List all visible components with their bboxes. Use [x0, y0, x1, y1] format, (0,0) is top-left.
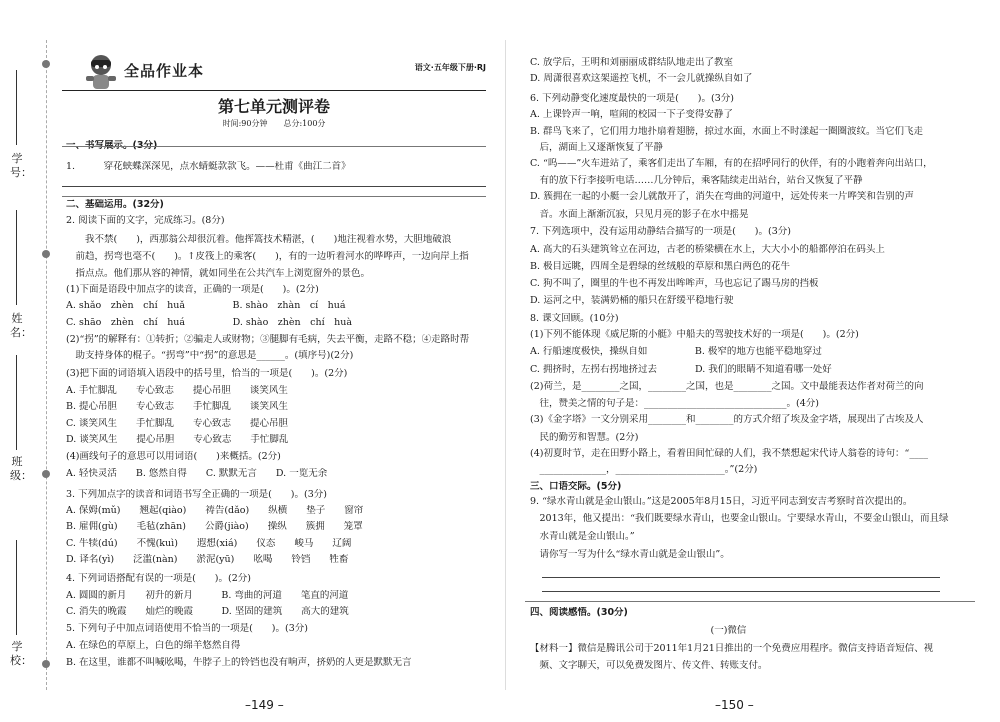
- question-line: 往，赞美之情的句子是：______________________________。(4分): [530, 398, 819, 409]
- question-line: D. 簇拥在一起的小艇一会儿就散开了，消失在弯曲的河道中，远处传来一片哗笑和告别的声: [530, 191, 914, 202]
- fold-line: [46, 40, 47, 690]
- section-heading: 三、口语交际。(5分): [530, 481, 622, 492]
- binding-hole: [42, 470, 50, 478]
- header-rule: [62, 90, 486, 91]
- question-line: 音。水面上渐渐沉寂，只见月亮的影子在水中摇晃: [530, 209, 749, 220]
- writing-line: [62, 186, 486, 187]
- question-line: 【材料一】微信是腾讯公司于2011年1月21日推出的一个免费应用程序。微信支持语音短信、视: [530, 643, 934, 654]
- question-line: 8. 课文回顾。(10分): [530, 313, 619, 324]
- question-line: (2)“拐”的解释有：①转折；②骗走人或财物；③腿脚有毛病，失去平衡，走路不稳；④走路时帮: [66, 334, 470, 345]
- student-id-line: [16, 70, 18, 145]
- question-line: C. shāo zhèn chí huá D. shào zhèn chí huà: [66, 317, 353, 328]
- question-line: 7. 下列选项中，没有运用动静结合描写的一项是( )。(3分): [530, 226, 791, 237]
- question-line: A. 行船速度极快，操纵自如 B. 极窄的地方也能平稳地穿过: [530, 346, 822, 357]
- section-rule: [62, 196, 486, 197]
- question-line: D. 译名(yì) 泛滥(nàn) 淤泥(yū) 吆喝 铃铛 牲畜: [66, 554, 349, 565]
- question-line: D. 运河之中，装满奶桶的船只在舒缓平稳地行驶: [530, 295, 734, 306]
- question-line: C. 消失的晚霞 灿烂的晚霞 D. 坚固的建筑 高大的建筑: [66, 606, 349, 617]
- question-line: 2. 阅读下面的文字，完成练习。(8分): [66, 215, 225, 226]
- mascot-logo: [82, 52, 120, 92]
- question-line: B. 提心吊胆 专心致志 手忙脚乱 谈笑风生: [66, 401, 289, 412]
- binding-hole: [42, 250, 50, 258]
- question-line: 频、文字聊天，可以免费发图片、传文件、转账支付。: [530, 660, 768, 671]
- question-line: 前趋，拐弯也毫不( )。↑皮筏上的乘客( )，有的一边听着河水的哗哗声，一边向岸上指: [66, 251, 469, 262]
- page-header: [62, 52, 486, 94]
- page-number-left: –149 –: [245, 698, 284, 712]
- question-line: C. 谈笑风生 手忙脚乱 专心致志 提心吊胆: [66, 418, 288, 429]
- question-line: 2013年，他又提出：“我们既要绿水青山，也要金山银山。宁要绿水青山，不要金山银山，而且绿: [530, 513, 949, 524]
- question-line: C. 狗不叫了，圈里的牛也不再发出哞哞声，马也忘记了踢马房的挡板: [530, 278, 819, 289]
- edition-label: 语文·五年级下册·RJ: [414, 63, 486, 72]
- section-heading: 二、基础运用。(32分): [66, 199, 164, 210]
- question-line: (2)荷兰，是________之国，________之国，也是________之国。文中最能表达作者对荷兰的向: [530, 381, 924, 392]
- school-label: 学校：: [10, 640, 32, 667]
- question-line: 9. “绿水青山就是金山银山。”这是2005年8月15日，习近平同志到安吉考察时首次提出的。: [530, 496, 913, 507]
- question-line: A. 保姆(mǔ) 翘起(qiào) 祷告(dǎo) 纵横 垫子 窗帘: [66, 505, 364, 516]
- question-line: 水青山就是金山银山。”: [530, 531, 635, 542]
- name-label: 姓名：: [10, 312, 32, 339]
- question-line: (3)《金字塔》一文分别采用________和________的方式介绍了埃及金字塔，展现出了古埃及人: [530, 414, 924, 425]
- school-line: [16, 540, 18, 635]
- binding-hole: [42, 60, 50, 68]
- question-line: (1)下面是语段中加点字的读音，正确的一项是( )。(2分): [66, 284, 319, 295]
- question-line: D. 周潇很喜欢这架遥控飞机，不一会儿就操纵自如了: [530, 73, 753, 84]
- question-line: 1. 穿花蛱蝶深深见，点水蜻蜓款款飞。——杜甫《曲江二首》: [66, 161, 351, 172]
- section-heading: 四、阅读感悟。(30分): [530, 607, 628, 618]
- question-line: ______________，_______________________。”(2分): [530, 464, 758, 475]
- question-line: 民的勤劳和智慧。(2分): [530, 432, 639, 443]
- question-line: 5. 下列句子中加点词语使用不恰当的一项是( )。(3分): [66, 623, 308, 634]
- question-line: 6. 下列动静变化速度最快的一项是( )。(3分): [530, 93, 734, 104]
- question-line: B. 极目远眺，四周全是碧绿的丝绒般的草原和黑白两色的花牛: [530, 261, 791, 272]
- question-line: B. 雇佣(gù) 毛毡(zhān) 公爵(jiào) 操纵 簇拥 笼罩: [66, 521, 363, 532]
- question-line: A. 轻快灵活 B. 悠然自得 C. 默默无言 D. 一览无余: [66, 468, 328, 479]
- question-line: 我不禁( )，西那翁公却很沉着。他挥篙技术精湛，( )地注视着水势，大胆地破浪: [66, 234, 452, 245]
- section-rule: [62, 146, 486, 147]
- page-number-right: –150 –: [715, 698, 754, 712]
- question-line: 3. 下列加点字的读音和词语书写全正确的一项是( )。(3分): [66, 489, 327, 500]
- question-line: (4)画线句子的意思可以用词语( )来概括。(2分): [66, 451, 281, 462]
- brand-name: 全品作业本: [124, 62, 205, 80]
- question-line: 请你写一写为什么“绿水青山就是金山银山”。: [530, 549, 730, 560]
- question-line: 4. 下列词语搭配有误的一项是( )。(2分): [66, 573, 251, 584]
- question-line: 助支持身体的棍子。“拐弯”中“拐”的意思是______。(填序号)(2分): [66, 350, 354, 361]
- question-line: B. 在这里，谁都不叫喊吆喝，牛脖子上的铃铛也没有响声，挤奶的人更是默默无言: [66, 657, 412, 668]
- exam-subtitle: 时间:90分钟 总分:100分: [222, 119, 326, 128]
- question-line: (1)下列不能体现《威尼斯的小艇》中船夫的驾驶技术好的一项是( )。(2分): [530, 329, 859, 340]
- question-line: D. 谈笑风生 提心吊胆 专心致志 手忙脚乱: [66, 434, 289, 445]
- question-line: C. 牛犊(dú) 不愧(kuì) 遐想(xiá) 仪态 峻马 辽阔: [66, 538, 352, 549]
- question-line: A. 圆圆的新月 初升的新月 B. 弯曲的河道 笔直的河道: [66, 590, 349, 601]
- question-line: A. 高大的石头建筑耸立在河边，古老的桥梁横在水上，大大小小的船都停泊在码头上: [530, 244, 885, 255]
- question-line: 有的放下行李接听电话……几分钟后，乘客陆续走出站台，站台又恢复了平静: [530, 175, 863, 186]
- section-rule: [525, 601, 975, 602]
- student-id-label: 学号：: [10, 152, 32, 179]
- question-line: A. 上课铃声一响，喧闹的校园一下子变得安静了: [530, 109, 733, 120]
- binding-hole: [42, 660, 50, 668]
- class-label: 班级：: [10, 455, 32, 482]
- answer-line: [542, 591, 940, 592]
- question-line: A. 在绿色的草原上，白色的绵羊悠然自得: [66, 640, 241, 651]
- question-line: (一)微信: [530, 625, 747, 636]
- binding-margin: [0, 0, 60, 722]
- page-divider: [505, 40, 506, 690]
- question-line: C. “呜——”火车进站了，乘客们走出了车厢，有的在招呼同行的伙伴，有的小跑着奔向出站口，: [530, 158, 933, 169]
- question-line: B. 群鸟飞来了，它们用力地扑扇着翅膀，掠过水面，水面上不时漾起一圈圈波纹。当它们飞走: [530, 126, 924, 137]
- question-line: A. shǎo zhèn chí huǎ B. shào zhàn cí huá: [66, 300, 346, 311]
- section-heading: 一、书写展示。(3分): [66, 140, 158, 151]
- question-line: (3)把下面的词语填入语段中的括号里，恰当的一项是( )。(2分): [66, 368, 348, 379]
- question-line: 指点点。他们那从容的神情，就如同坐在公共汽车上浏览窗外的景色。: [66, 268, 371, 279]
- answer-line: [542, 577, 940, 578]
- class-line: [16, 355, 18, 450]
- name-line: [16, 210, 18, 305]
- exam-title: 第七单元测评卷: [217, 97, 330, 116]
- question-line: 后，湖面上又逐渐恢复了平静: [530, 142, 664, 153]
- question-line: C. 放学后，王明和刘丽丽成群结队地走出了教室: [530, 57, 733, 68]
- question-line: (4)初夏时节，走在田野小路上，看着田间忙碌的人们，我不禁想起宋代诗人翁卷的诗句：“____: [530, 448, 929, 459]
- question-line: A. 手忙脚乱 专心致志 提心吊胆 谈笑风生: [66, 385, 288, 396]
- question-line: C. 拥挤时，左拐右拐地挤过去 D. 我们的眼睛不知道看哪一处好: [530, 364, 832, 375]
